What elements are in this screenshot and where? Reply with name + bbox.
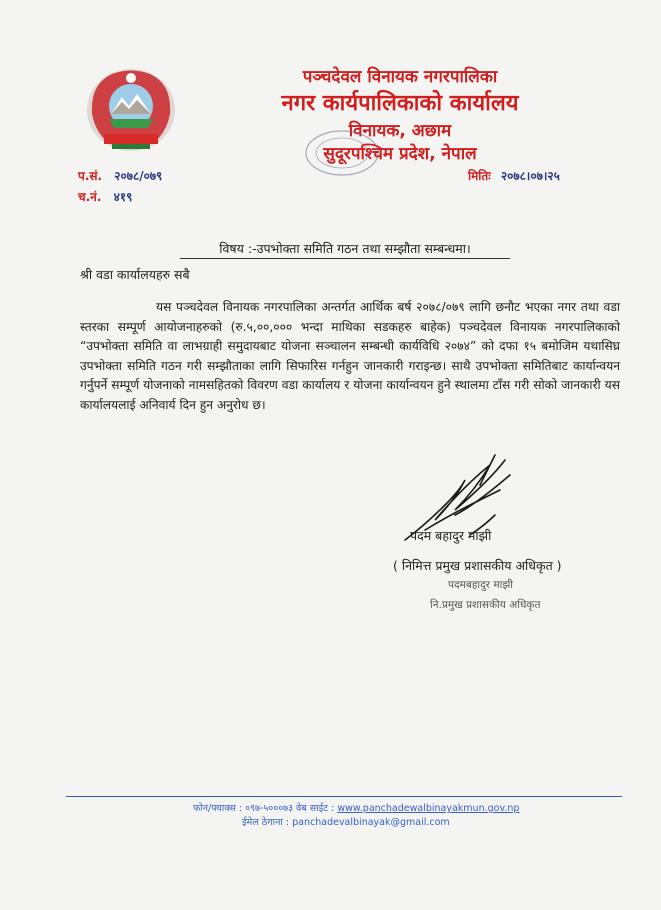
footer-divider	[66, 796, 622, 797]
footer-email-label: ईमेल ठेगाना :	[242, 817, 290, 828]
office-round-stamp	[302, 128, 382, 178]
office-province: सुदूरपश्चिम प्रदेश, नेपाल	[323, 144, 477, 164]
letter-date	[468, 167, 560, 184]
dispatch-number	[78, 188, 132, 205]
footer-contact	[193, 801, 519, 814]
name-stamp: पदमबहादुर माझी	[448, 579, 513, 591]
letter-body: यस पञ्चदेवल विनायक नगरपालिका अन्तर्गत आर्थिक बर्ष २०७८/०७९ लागि छनौट भएका नगर तथा वडा स्तरका सम्पूर्ण आयोजनाहरुको (रु.५,००,००० भन्दा माथिका सडकहरु बाहेक) पञ्चदेवल विनायक नगरपालिकाको “उपभोक्ता समिति वा लाभग्राही समुदायबाट योजना सञ्चालन सम्बन्धी कार्यविधि २०७४” को दफा १५ बमोजिम यथासिघ्र उपभोक्ता समिति गठन गरी सम्झौताका लागि सिफारिस गर्नहुन जानकारी गराइन्छ। साथै उपभोक्ता समितिबाट कार्यान्वयन गर्नुपर्ने सम्पूर्ण योजनाको नामसहितको विवरण वडा कार्यालय र योजना कार्यान्वयन हुने स्थालमा टाँस गरी सोको जानकारी यस कार्यालयलाई अनिवार्य दिन हुन अनुरोध छ।	[80, 300, 620, 412]
office-name: नगर कार्यपालिकाको कार्यालय	[281, 91, 519, 116]
footer-email-value[interactable]: panchadevalbinayak@gmail.com	[292, 817, 450, 828]
title-stamp: नि.प्रमुख प्रशासकीय अधिकृत	[430, 599, 541, 611]
letter-subject: विषय :-उपभोक्ता समिति गठन तथा सम्झौता सम्बन्धमा।	[180, 240, 510, 259]
letter-recipient: श्री वडा कार्यालयहरु सबै	[80, 267, 190, 282]
footer-website-link[interactable]: www.panchadewalbinayakmun.gov.np	[337, 803, 520, 814]
municipality-name: पञ्चदेवल विनायक नगरपालिका	[302, 67, 498, 87]
reference-label: प.सं.	[78, 169, 103, 183]
date-value: २०७८।०७।२५	[500, 169, 560, 183]
date-label: मितिः	[468, 169, 491, 183]
nepal-emblem-logo	[82, 64, 180, 154]
reference-value: २०७८/०७९	[114, 169, 163, 183]
footer-phone-label: फोन/फ्याक्स : ०९७-५०००७३ वेब साईट :	[193, 803, 335, 814]
reference-number	[78, 167, 162, 184]
footer-email	[242, 815, 450, 828]
signatory-name: पदम बहादुर माझी	[410, 528, 492, 543]
office-address: विनायक, अछाम	[348, 121, 452, 141]
dispatch-label: च.नं.	[78, 190, 102, 204]
signatory-title: ( निमित्त प्रमुख प्रशासकीय अधिकृत )	[393, 558, 562, 573]
dispatch-value: ४१९	[113, 190, 133, 204]
